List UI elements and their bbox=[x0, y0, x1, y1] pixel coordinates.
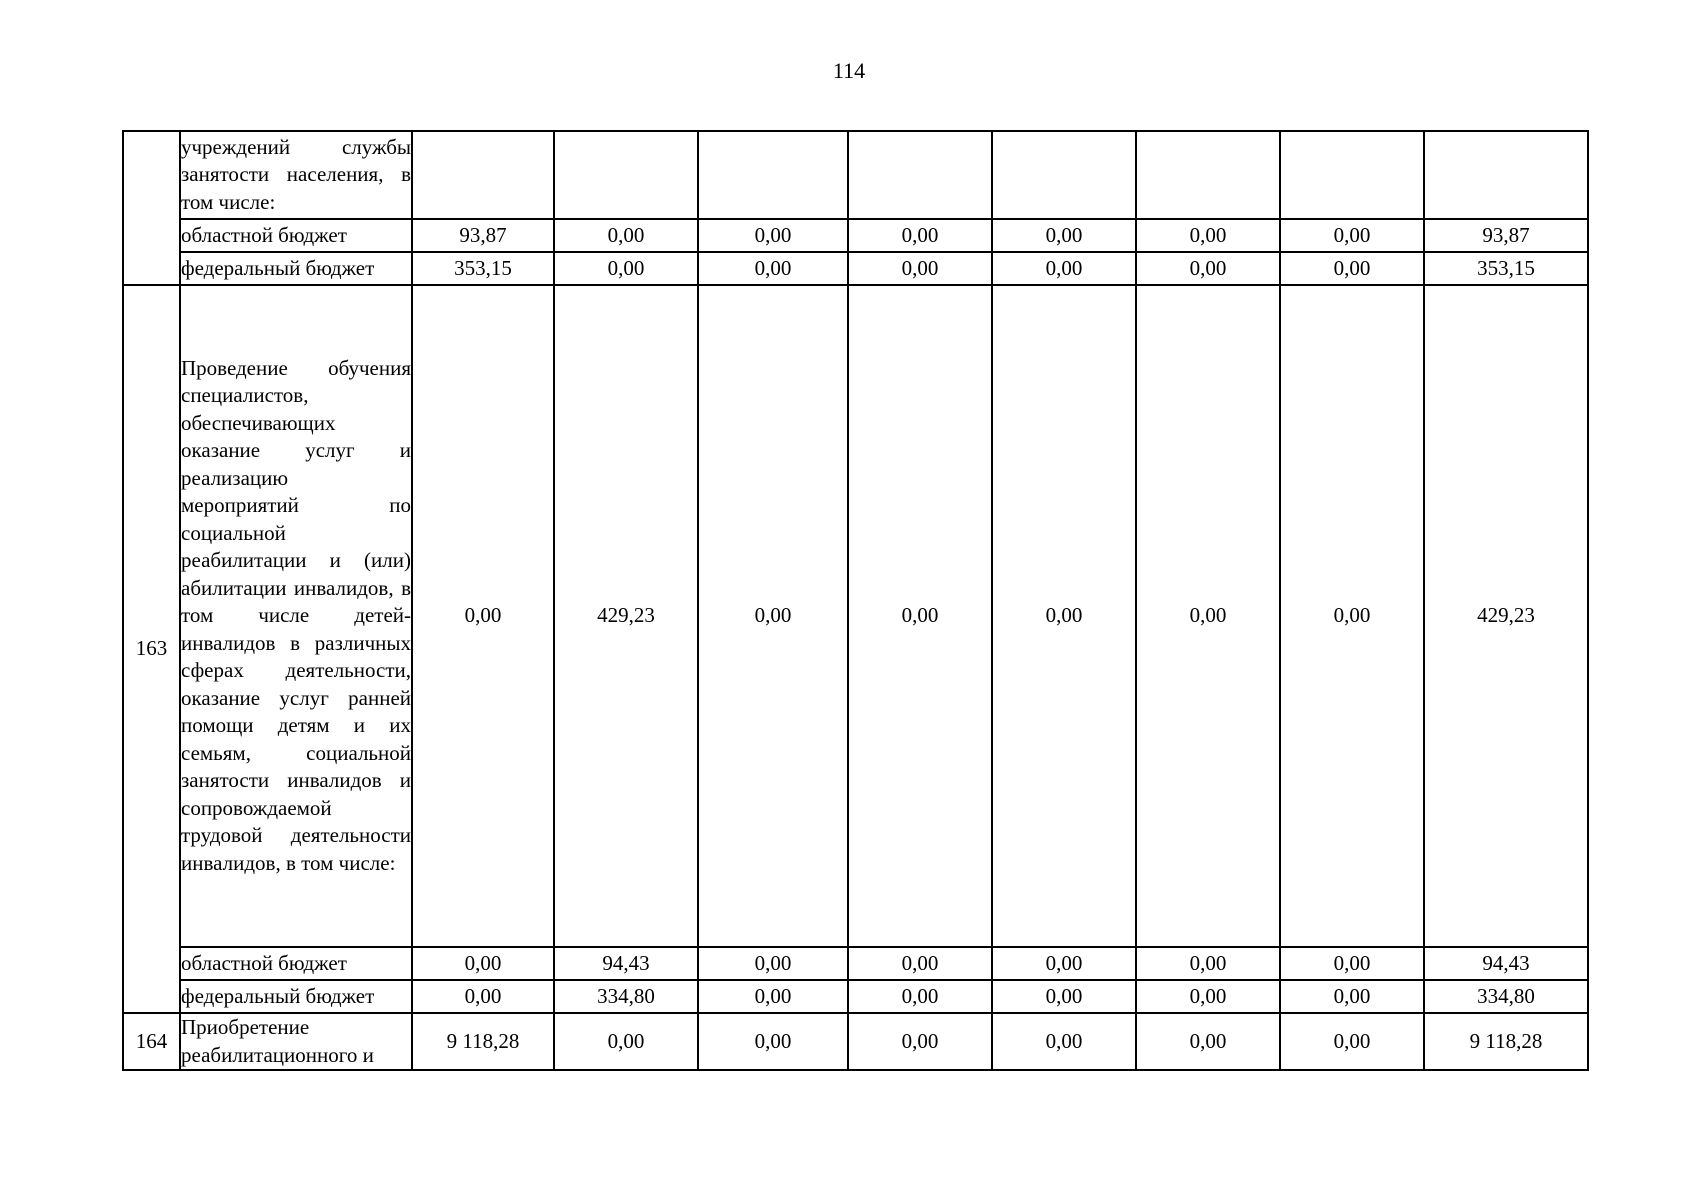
value-cell: 0,00 bbox=[1280, 980, 1424, 1013]
value-cell: 0,00 bbox=[1280, 252, 1424, 285]
value-cell: 353,15 bbox=[1424, 252, 1588, 285]
value-cell bbox=[1136, 131, 1280, 219]
value-cell: 94,43 bbox=[1424, 947, 1588, 980]
value-cell: 0,00 bbox=[1136, 980, 1280, 1013]
value-cell: 429,23 bbox=[554, 285, 698, 947]
page-number: 114 bbox=[832, 58, 866, 83]
row-number-cell bbox=[123, 131, 180, 285]
value-cell bbox=[698, 131, 848, 219]
table-row bbox=[123, 219, 1588, 252]
row-number-cell: 164 bbox=[123, 1013, 180, 1070]
value-cell: 0,00 bbox=[848, 252, 992, 285]
value-cell: 0,00 bbox=[698, 252, 848, 285]
row-description: учреждений службы занятости населения, в том числе: bbox=[180, 131, 412, 219]
table-row bbox=[123, 1013, 1588, 1070]
row-number-cell: 163 bbox=[123, 285, 180, 1013]
value-cell: 0,00 bbox=[1136, 285, 1280, 947]
row-description: Проведение обучения специалистов, обеспечивающих оказание услуг и реализацию мероприятий по социальной реабилитации и (или) абилитации инвалидов, в том числе детей-инвалидов в различных сферах деятельности, оказание услуг ранней помощи детям и их семьям, социальной занятости инвалидов и сопровождаемой трудовой деятельности инвалидов, в том числе: bbox=[180, 285, 412, 947]
row-description: областной бюджет bbox=[180, 947, 412, 980]
value-cell bbox=[992, 131, 1136, 219]
value-cell: 0,00 bbox=[1280, 947, 1424, 980]
row-description: федеральный бюджет bbox=[180, 980, 412, 1013]
value-cell: 0,00 bbox=[992, 252, 1136, 285]
value-cell: 0,00 bbox=[1136, 947, 1280, 980]
value-cell: 0,00 bbox=[1136, 252, 1280, 285]
value-cell: 0,00 bbox=[698, 980, 848, 1013]
value-cell: 94,43 bbox=[554, 947, 698, 980]
value-cell: 0,00 bbox=[1280, 1013, 1424, 1070]
value-cell bbox=[412, 131, 554, 219]
value-cell: 0,00 bbox=[698, 947, 848, 980]
table-row bbox=[123, 131, 1588, 219]
value-cell bbox=[1280, 131, 1424, 219]
value-cell: 0,00 bbox=[698, 1013, 848, 1070]
row-description: областной бюджет bbox=[180, 219, 412, 252]
table-row bbox=[123, 947, 1588, 980]
value-cell: 0,00 bbox=[1280, 219, 1424, 252]
value-cell: 0,00 bbox=[848, 285, 992, 947]
value-cell: 0,00 bbox=[698, 219, 848, 252]
value-cell: 0,00 bbox=[554, 1013, 698, 1070]
value-cell: 0,00 bbox=[992, 285, 1136, 947]
value-cell: 0,00 bbox=[1136, 219, 1280, 252]
value-cell: 9 118,28 bbox=[1424, 1013, 1588, 1070]
value-cell bbox=[848, 131, 992, 219]
value-cell: 0,00 bbox=[848, 1013, 992, 1070]
value-cell: 0,00 bbox=[1136, 1013, 1280, 1070]
value-cell bbox=[554, 131, 698, 219]
row-description: Приобретение реабилитационного и bbox=[180, 1013, 412, 1070]
value-cell: 0,00 bbox=[848, 947, 992, 980]
value-cell: 334,80 bbox=[1424, 980, 1588, 1013]
value-cell: 0,00 bbox=[412, 980, 554, 1013]
value-cell: 0,00 bbox=[992, 980, 1136, 1013]
value-cell: 353,15 bbox=[412, 252, 554, 285]
row-description: федеральный бюджет bbox=[180, 252, 412, 285]
table-row bbox=[123, 252, 1588, 285]
value-cell: 0,00 bbox=[554, 252, 698, 285]
value-cell: 0,00 bbox=[992, 219, 1136, 252]
value-cell: 0,00 bbox=[698, 285, 848, 947]
value-cell: 93,87 bbox=[412, 219, 554, 252]
value-cell: 0,00 bbox=[412, 285, 554, 947]
value-cell: 0,00 bbox=[1280, 285, 1424, 947]
value-cell: 93,87 bbox=[1424, 219, 1588, 252]
value-cell: 0,00 bbox=[992, 947, 1136, 980]
value-cell: 0,00 bbox=[412, 947, 554, 980]
value-cell: 0,00 bbox=[848, 980, 992, 1013]
value-cell bbox=[1424, 131, 1588, 219]
value-cell: 0,00 bbox=[848, 219, 992, 252]
value-cell: 334,80 bbox=[554, 980, 698, 1013]
budget-table bbox=[122, 130, 1589, 1071]
value-cell: 0,00 bbox=[554, 219, 698, 252]
value-cell: 429,23 bbox=[1424, 285, 1588, 947]
table-row bbox=[123, 980, 1588, 1013]
value-cell: 0,00 bbox=[992, 1013, 1136, 1070]
value-cell: 9 118,28 bbox=[412, 1013, 554, 1070]
table-row bbox=[123, 285, 1588, 947]
